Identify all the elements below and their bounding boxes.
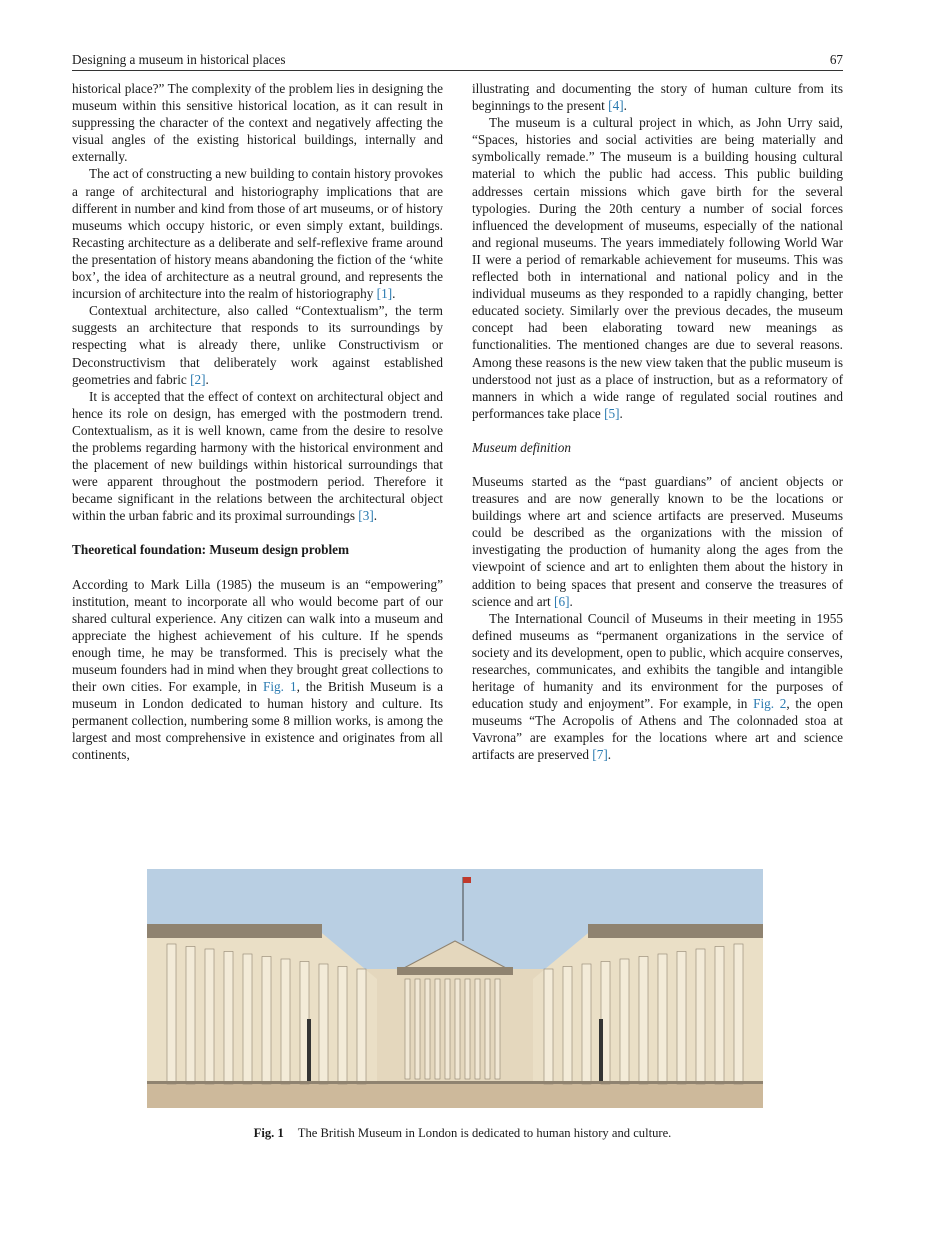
column <box>357 969 366 1084</box>
figure-british-museum <box>147 869 763 1108</box>
figure-link[interactable]: Fig. 2 <box>753 696 787 712</box>
header-rule <box>72 70 843 71</box>
column <box>338 967 347 1085</box>
citation-link[interactable]: [6] <box>554 593 570 609</box>
column <box>319 964 328 1084</box>
column <box>475 979 480 1079</box>
column <box>415 979 420 1079</box>
citation-link[interactable]: [4] <box>608 98 624 114</box>
column <box>658 954 667 1084</box>
column <box>167 944 176 1084</box>
paragraph: illustrating and documenting the story of human culture from its beginnings to the present [4]. <box>472 81 843 114</box>
entablature-center <box>397 967 513 975</box>
citation-link[interactable]: [1] <box>376 286 393 302</box>
step-line <box>147 1081 763 1084</box>
running-title: Designing a museum in historical places <box>72 52 286 67</box>
column <box>677 952 686 1085</box>
paragraph: The International Council of Museums in their meeting in 1955 defined museums as “permanent organizations in the service of society and its development, open to public, which acquire conserves, researches, communicates, and exhibits the tangible and intangible heritage of humanity and its environment for the purposes of education study and enjoyment”. For example, in Fig. 2, the open museums “The Acropolis of Athens and The colonnaded stoa at Vavrona” are examples for the locations where art and science artifacts are preserved [7]. <box>472 610 843 763</box>
paragraph: According to Mark Lilla (1985) the museum is an “empowering” institution, meant to incorporate all who would become part of our shared cultural experience. Any citizen can walk into a museum and appreciate the highest achievement of his culture. If he spends enough time, he may be transformed. This is precisely what the museum founders had in mind when they brought great collections to their own cities. For example, in Fig. 1, the British Museum is a museum in London dedicated to human history and culture. Its permanent collection, numbering some 8 million works, is among the largest and most comprehensive in existence and originates from all continents, <box>72 576 444 763</box>
caption-text: The British Museum in London is dedicated to human history and culture. <box>297 1126 672 1140</box>
forecourt <box>147 1084 763 1108</box>
column <box>465 979 470 1079</box>
column <box>243 954 252 1084</box>
lamp-post <box>599 1019 603 1084</box>
column <box>445 979 450 1079</box>
paragraph: historical place?” The complexity of the problem lies in designing the museum within this sensitive historical location, as it can result in suppressing the character of the context and negatively affecting the visual angles of the existing historical buildings, internally and externally. <box>72 81 443 165</box>
paragraph: It is accepted that the effect of context on architectural object and hence its role on design, has emerged with the postmodern trend. Contextualism, as it is well known, came from the desire to resolve the problems regarding harmony with the historical environment and the placement of new buildings within historical surroundings that were apparent throughout the postmodern period. Therefore it became significant in the relations between the architectural object within the urban fabric and its proximal surroundings [3]. <box>72 388 443 524</box>
paragraph: Contextual architecture, also called “Contextualism”, the term suggests an architecture that responds to its surroundings by respecting what is already there, unlike Constructivism or Deconstructivism that deliberately work against established geometries and fabric [2]. <box>72 303 443 387</box>
figure-label: Fig. 1 <box>253 1126 284 1140</box>
section-heading: Theoretical foundation: Museum design problem <box>72 542 350 558</box>
lamp-post <box>307 1019 311 1084</box>
column <box>425 979 430 1079</box>
column <box>224 952 233 1085</box>
figure-link[interactable]: Fig. 1 <box>263 679 297 695</box>
column <box>639 957 648 1085</box>
column <box>563 967 572 1085</box>
figure-caption <box>0 1125 925 1141</box>
column <box>405 979 410 1079</box>
citation-link[interactable]: [2] <box>190 371 206 387</box>
left-wing-entablature <box>147 924 322 938</box>
column <box>544 969 553 1084</box>
flag <box>463 877 471 883</box>
right-wing-entablature <box>588 924 763 938</box>
column <box>262 957 271 1085</box>
right-column <box>472 80 843 764</box>
column <box>455 979 460 1079</box>
museum-photo-illustration <box>147 869 763 1108</box>
citation-link[interactable]: [5] <box>604 405 620 421</box>
column <box>734 944 743 1084</box>
column <box>696 949 705 1084</box>
citation-link[interactable]: [3] <box>358 508 374 524</box>
paragraph: The act of constructing a new building to contain history provokes a range of architectural and historiography implications that are different in number and kind from those of art museums, or of history museums which occupy historic, or even simply extant, buildings. Recasting architecture as a deliberate and self-reflexive frame around the presentation of history means abandoning the fiction of the ‘white box’, the idea of architecture as a neutral ground, and represents the incursion of architecture into the realm of historiography [1]. <box>72 166 443 302</box>
paragraph: The museum is a cultural project in which, as John Urry said, “Spaces, histories and social activities are being materially and symbolically remade.” The museum is a building housing cultural material to which the public had access. This public building addresses certain missions which gave birth for the several typologies. During the 20th century a number of social forces influenced the development of museums, especially of the national and regional museums. The years immediately following World War II were a period of remarkable achievement for museums. This was reflected both in international and national policy and in the individual museums as they responded to a rapidly changing, better educated society. Similarly over the previous decades, the museum concept had been elaborating toward new meanings as functionalities. The mentioned changes are due to several reasons. Among these reasons is the new view taken that the public museum is understood not just as a place of instruction, but as a reformatory of manners in which a wide range of regulated social routines and performances take place [5]. <box>472 115 843 421</box>
column <box>186 947 195 1085</box>
column <box>485 979 490 1079</box>
paragraph: Museums started as the “past guardians” of ancient objects or treasures and are now generally known to be the locations or buildings where art and science artifacts are preserved. Museums could be described as the organizations with the mission of investigating the production of humanity along the ages from the viewpoint of science and art to enlighten them about the history in addition to being spaces that present and conserve the treasures of science and art [6]. <box>472 473 843 609</box>
column <box>435 979 440 1079</box>
left-column <box>72 80 443 764</box>
column <box>620 959 629 1084</box>
column <box>495 979 500 1079</box>
page-number: 67 <box>829 52 843 67</box>
column <box>205 949 214 1084</box>
column <box>582 964 591 1084</box>
subsection-heading: Museum definition <box>472 439 571 455</box>
column <box>281 959 290 1084</box>
running-header <box>72 52 843 70</box>
column <box>715 947 724 1085</box>
citation-link[interactable]: [7] <box>592 747 608 763</box>
